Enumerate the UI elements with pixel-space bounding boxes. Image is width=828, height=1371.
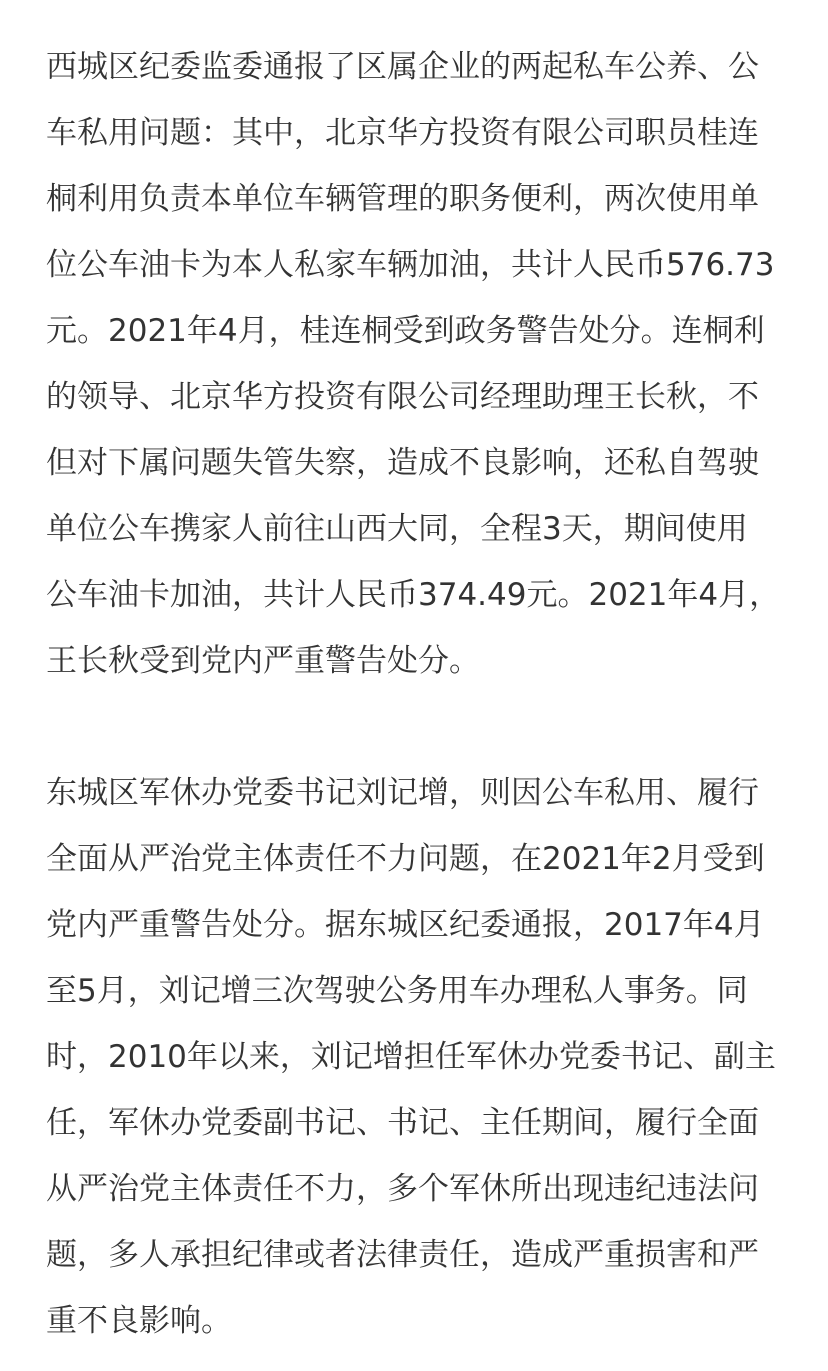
article-body — [46, 34, 786, 1354]
text-line: 重不良影响。 — [46, 1303, 232, 1339]
text-line: 从严治党主体责任不力，多个军休所出现违纪违法问 — [46, 1171, 759, 1207]
text-line: 王长秋受到党内严重警告处分。 — [46, 643, 480, 679]
text-line: 至5月，刘记增三次驾驶公务用车办理私人事务。同 — [46, 973, 748, 1009]
text-line: 任，军休办党委副书记、书记、主任期间，履行全面 — [46, 1105, 759, 1141]
text-line: 西城区纪委监委通报了区属企业的两起私车公养、公 — [46, 49, 759, 85]
text-line: 公车油卡加油，共计人民币374.49元。2021年4月， — [46, 577, 781, 613]
text-line: 但对下属问题失管失察，造成不良影响，还私自驾驶 — [46, 445, 759, 481]
text-line: 的领导、北京华方投资有限公司经理助理王长秋，不 — [46, 379, 759, 415]
text-line: 车私用问题：其中，北京华方投资有限公司职员桂连 — [46, 115, 759, 151]
text-line: 东城区军休办党委书记刘记增，则因公车私用、履行 — [46, 775, 759, 811]
text-line: 位公车油卡为本人私家车辆加油，共计人民币576.73 — [46, 247, 775, 283]
paragraph-spacer — [46, 694, 786, 760]
text-line: 题，多人承担纪律或者法律责任，造成严重损害和严 — [46, 1237, 759, 1273]
text-line: 党内严重警告处分。据东城区纪委通报，2017年4月 — [46, 907, 765, 943]
text-line: 全面从严治党主体责任不力问题，在2021年2月受到 — [46, 841, 765, 877]
text-line: 单位公车携家人前往山西大同，全程3天，期间使用 — [46, 511, 748, 547]
text-line: 时，2010年以来，刘记增担任军休办党委书记、副主 — [46, 1039, 776, 1075]
paragraph-xicheng-report — [46, 34, 786, 694]
text-line: 元。2021年4月，桂连桐受到政务警告处分。连桐利 — [46, 313, 765, 349]
paragraph-dongcheng-report — [46, 760, 786, 1354]
text-line: 桐利用负责本单位车辆管理的职务便利，两次使用单 — [46, 181, 759, 217]
